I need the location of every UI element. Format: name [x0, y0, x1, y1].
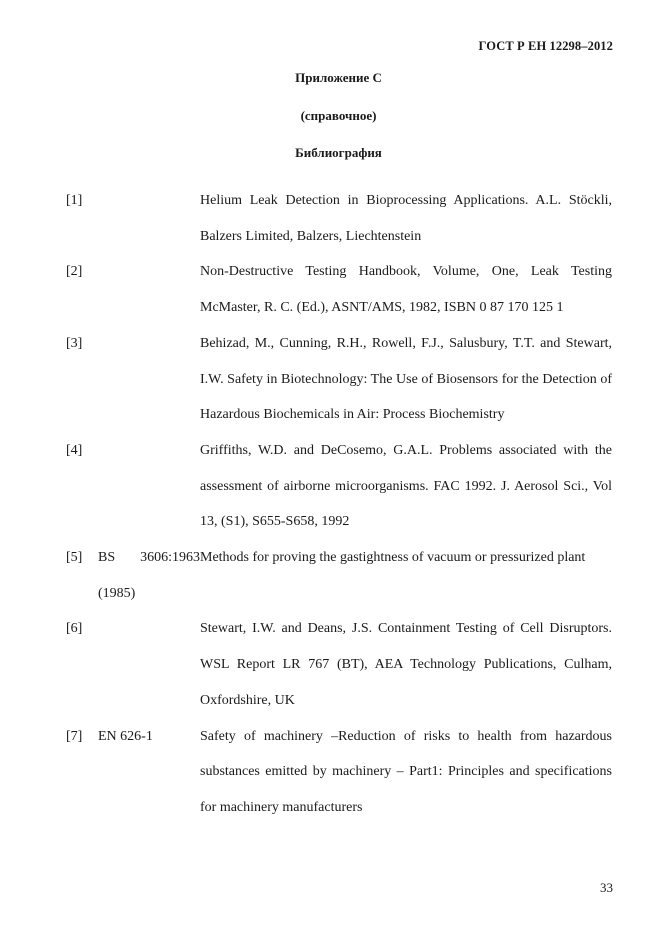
entry-number: [4] [66, 442, 83, 458]
standard-code: ГОСТ Р ЕН 12298–2012 [478, 39, 613, 53]
entry-number: [7] [66, 728, 83, 744]
bibliography-entry [66, 254, 612, 325]
bibliography-list [66, 183, 612, 826]
entry-document-code-line: (1985) [98, 585, 136, 601]
bibliography-entry [66, 719, 612, 826]
entry-number: [1] [66, 193, 83, 208]
entry-text: Stewart, I.W. and Deans, J.S. Containment Testing of Cell Disruptors. WSL Report LR 767 (BT), AEA Technology Publications, Culham, Oxfordshire, UK [200, 621, 612, 708]
entry-text: Non-Destructive Testing Handbook, Volume, One, Leak Testing McMaster, R. C. (Ed.), ASNT/AMS, 1982, ISBN 0 87 170 125 1 [200, 264, 612, 316]
entry-text: Helium Leak Detection in Bioprocessing Applications. A.L. Stöckli, Balzers Limited, Balzers, Liechtenstein [200, 193, 612, 244]
bibliography-entry [66, 326, 612, 433]
entry-document-code-line: EN 626-1 [98, 728, 153, 744]
bibliography-title: Библиография [295, 145, 382, 160]
entry-number: [2] [66, 264, 83, 280]
entry-document-code-line: BS 3606:1963 [98, 550, 200, 566]
bibliography-entry [66, 183, 612, 254]
bibliography-entry [66, 611, 612, 718]
entry-text: Methods for proving the gastightness of vacuum or pressurized plant [200, 550, 586, 566]
entry-text: Griffiths, W.D. and DeCosemo, G.A.L. Problems associated with the assessment of airborne microorganisms. FAC 1992. J. Aerosol Sci., Vol 13, (S1), S655-S658, 1992 [200, 442, 612, 530]
entry-text: Behizad, M., Cunning, R.H., Rowell, F.J., Salusbury, T.T. and Stewart, I.W. Safety in Biotechnology: The Use of Biosensors for the Detection of Hazardous Biochemicals in Air: Process Biochemistry [200, 335, 612, 423]
entry-number: [3] [66, 335, 83, 351]
entry-document-code [98, 719, 200, 755]
entry-number: [6] [66, 621, 83, 637]
bibliography-entry [66, 433, 612, 540]
bibliography-entry [66, 540, 612, 611]
entry-text: Safety of machinery –Reduction of risks to health from hazardous substances emitted by machinery – Part1: Principles and specifications for machinery manufacturers [200, 728, 612, 815]
annex-subtitle: (справочное) [300, 108, 377, 123]
entry-document-code [98, 540, 200, 611]
page-number: 33 [600, 880, 613, 895]
entry-number: [5] [66, 550, 83, 566]
annex-title: Приложение С [295, 70, 382, 85]
